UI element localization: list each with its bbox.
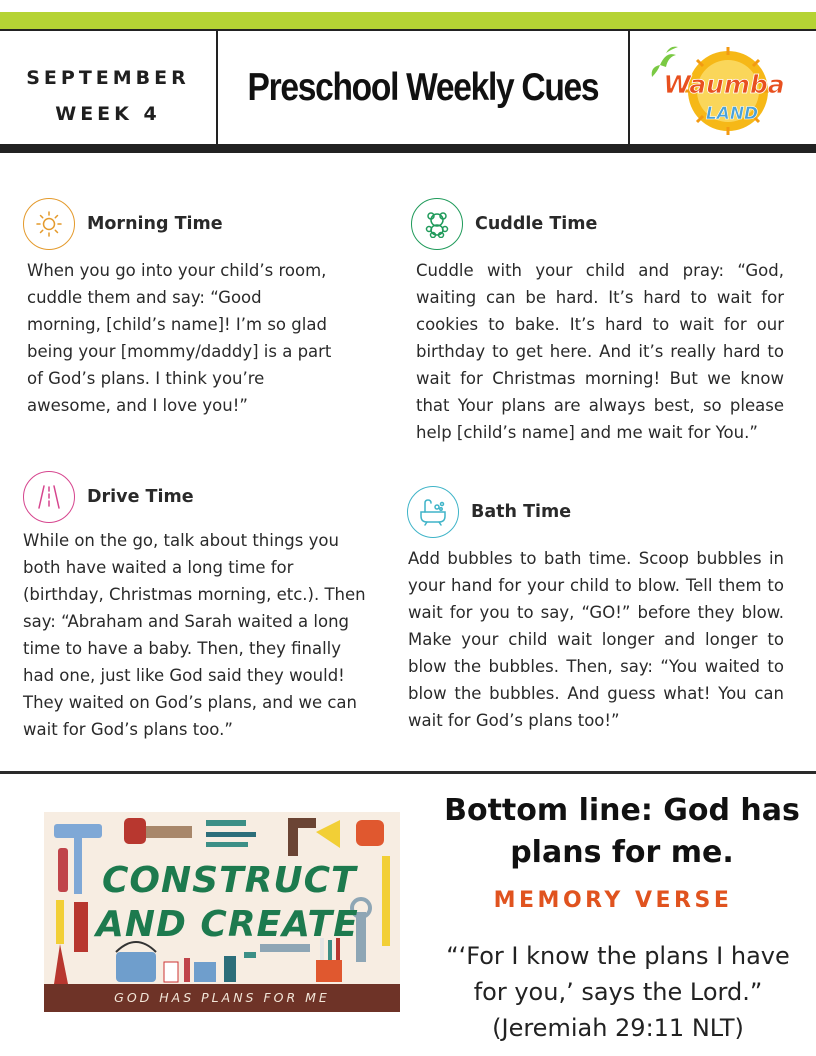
date-block (0, 31, 218, 144)
road-icon (23, 471, 75, 523)
banner-title-line-1: CONSTRUCT (102, 860, 357, 901)
construct-and-create-banner (44, 812, 400, 1012)
top-accent-bar (0, 12, 816, 29)
text-line: (birthday, Christmas morning, etc.). Then (23, 585, 366, 604)
cuddle-time-text: Cuddle with your child and pray: “God, waiting can be hard. It’s hard to wait for cookies to bake. It’s hard to wait for our birthday to get here. And it’s really hard to wait for Christmas morning! But we know that Your plans are always best, so please help [child’s name] and me wait for You.” (416, 261, 784, 442)
teddy-bear-icon (411, 198, 463, 250)
waumba-land-logo (640, 43, 808, 135)
bathtub-icon (407, 486, 459, 538)
text-line: had one, just like God said they would! (23, 666, 345, 685)
header-underline (0, 146, 816, 153)
text-line: time to have a baby. Then, they finally (23, 639, 341, 658)
page-header (0, 29, 816, 146)
logo-block (632, 31, 816, 144)
text-line: say: “Abraham and Sarah waited a long (23, 612, 350, 631)
text-line: being your [mommy/daddy] is a part (27, 342, 332, 361)
bottom-line: Bottom line: God has plans for me. (444, 793, 800, 870)
text-line: cuddle them and say: “Good (27, 288, 262, 307)
bath-time-text: Add bubbles to bath time. Scoop bubbles in your hand for your child to blow. Tell them to wait for you to say, “GO!” before they blow. Make your child wait longer and longer to blow the bubbles. Then, say: “You waited to blow the bubbles. And guess what! You can wait for God’s plans too!” (408, 549, 784, 730)
cuddle-time-heading (411, 198, 597, 250)
bath-time-heading (407, 486, 571, 538)
text-line: When you go into your child’s room, (27, 261, 327, 280)
section-divider (0, 771, 816, 774)
morning-time-text (27, 257, 387, 419)
morning-time-heading (23, 198, 223, 250)
text-line: While on the go, talk about things you (23, 531, 339, 550)
text-line: both have waited a long time for (23, 558, 294, 577)
title-block (218, 31, 630, 144)
bath-time-title: Bath Time (471, 502, 572, 522)
page-title: Preschool Weekly Cues (247, 66, 599, 109)
text-line: awesome, and I love you!” (27, 396, 248, 415)
month-label: SEPTEMBER (26, 67, 190, 89)
memory-verse-text: “‘For I know the plans I have for you,’ says the Lord.” (Jeremiah 29:11 NLT) (446, 942, 790, 1042)
cuddle-time-title: Cuddle Time (475, 214, 598, 234)
text-line: They waited on God’s plans, and we can (23, 693, 357, 712)
banner-title-line-2: AND CREATE (96, 904, 359, 945)
text-line: of God’s plans. I think you’re (27, 369, 265, 388)
text-line: wait for God’s plans too.” (23, 720, 233, 739)
logo-wordmark: Waumba (663, 70, 785, 99)
banner-subtitle: GOD HAS PLANS FOR ME (114, 990, 330, 1005)
text-line: morning, [child’s name]! I’m so glad (27, 315, 327, 334)
drive-time-text (23, 527, 395, 743)
week-label: WEEK 4 (55, 103, 161, 125)
drive-time-title: Drive Time (87, 487, 194, 507)
logo-subword: LAND (705, 104, 759, 124)
sun-icon (23, 198, 75, 250)
drive-time-heading (23, 471, 194, 523)
memory-verse-label: MEMORY VERSE (493, 888, 733, 913)
morning-time-title: Morning Time (87, 214, 223, 234)
